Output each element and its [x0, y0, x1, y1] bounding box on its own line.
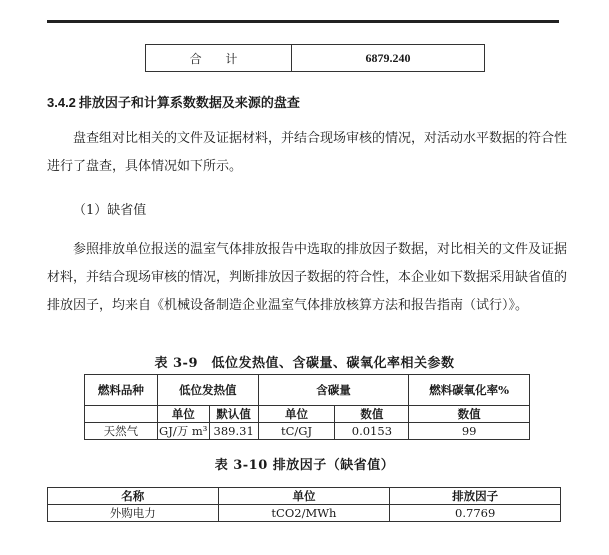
header-name: 名称 — [48, 488, 219, 505]
header-fuel-type: 燃料品种 — [85, 375, 158, 406]
section-heading — [47, 92, 300, 111]
header-rule — [47, 20, 559, 23]
table-header-row — [48, 488, 561, 505]
table-3-10 — [47, 487, 561, 522]
subheader-value: 数值 — [335, 406, 409, 423]
header-unit: 单位 — [218, 488, 390, 505]
section-number: 3.4.2 — [47, 95, 76, 110]
subheader-unit: 单位 — [157, 406, 209, 423]
table-3-10-caption: 表 3-10 排放因子（缺省值） — [214, 458, 395, 473]
cell-unit: GJ/万 m³ — [159, 424, 208, 438]
cell-unit: tCO2/MWh — [218, 505, 390, 522]
paragraph-default-values: 参照排放单位报送的温室气体排放报告中选取的排放因子数据，对比相关的文件及证据材料，并结合现场审核的情况，判断排放因子数据的符合性，本企业如下数据采用缺省值的排放因子，均来自《机械设备制造企业温室气体排放核算方法和报告指南（试行）》。 — [47, 242, 568, 313]
header-carbon-content: 含碳量 — [258, 375, 409, 406]
cell-unit: tC/GJ — [258, 423, 335, 440]
header-lower-heating-value: 低位发热值 — [157, 375, 258, 406]
cell-value: 0.0153 — [335, 423, 409, 440]
table-row — [146, 45, 485, 72]
table-3-9 — [84, 374, 530, 440]
cell-value: 99 — [409, 423, 530, 440]
paragraph-intro: 盘查组对比相关的文件及证据材料，并结合现场审核的情况，对活动水平数据的符合性进行了盘查，具体情况如下所示。 — [47, 131, 568, 174]
cell-name: 外购电力 — [48, 505, 219, 522]
table-3-9-caption: 表 3-9 低位发热值、含碳量、碳氧化率相关参数 — [154, 356, 455, 371]
subheader-value: 数值 — [409, 406, 530, 423]
table-subheader-row — [85, 406, 530, 423]
header-oxidation-rate: 燃料碳氧化率% — [409, 375, 530, 406]
cell-default: 389.31 — [209, 423, 258, 440]
total-label: 合 计 — [146, 45, 292, 72]
subheader-default: 默认值 — [209, 406, 258, 423]
total-value: 6879.240 — [292, 45, 485, 72]
cell-fuel: 天然气 — [85, 423, 158, 440]
header-emission-factor: 排放因子 — [390, 488, 561, 505]
total-table — [145, 44, 485, 72]
subheading-default-values: （1）缺省值 — [73, 203, 147, 218]
table-row — [48, 505, 561, 522]
subheader-unit: 单位 — [258, 406, 335, 423]
table-row — [85, 423, 530, 440]
cell-value: 0.7769 — [390, 505, 561, 522]
table-header-row — [85, 375, 530, 406]
empty-cell — [85, 406, 158, 423]
section-title: 排放因子和计算系数数据及来源的盘查 — [78, 96, 300, 111]
